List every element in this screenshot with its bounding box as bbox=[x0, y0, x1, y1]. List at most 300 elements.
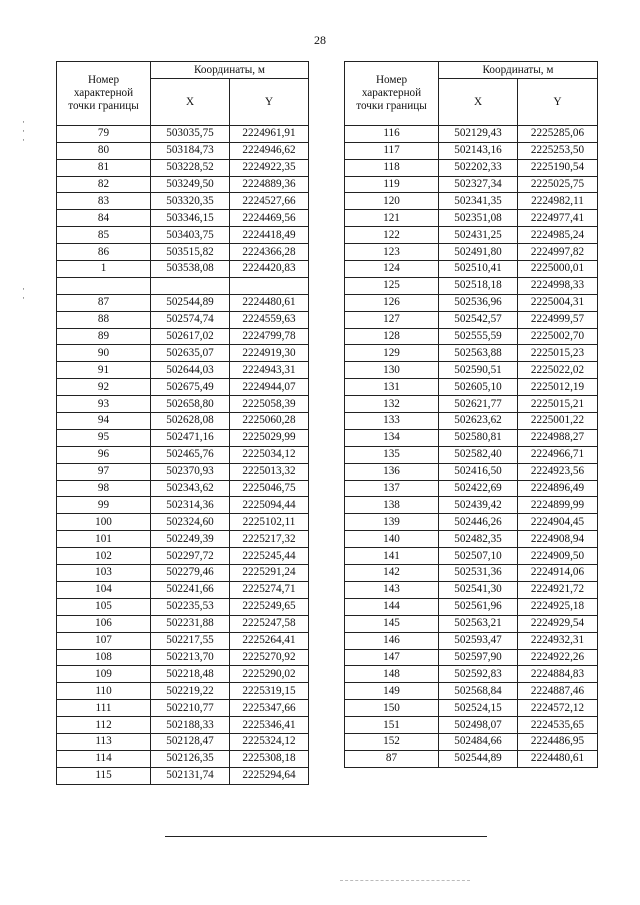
cell-x: 502563,21 bbox=[439, 615, 518, 632]
cell-point-number: 108 bbox=[57, 649, 151, 666]
cell-x: 502536,96 bbox=[439, 294, 518, 311]
cell-y: 2224997,82 bbox=[518, 244, 598, 261]
cell-point-number: 96 bbox=[57, 446, 151, 463]
cell-y: 2225290,02 bbox=[230, 666, 309, 683]
cell-point-number: 148 bbox=[345, 666, 439, 683]
cell-y: 2224366,28 bbox=[230, 244, 309, 261]
right-table-body bbox=[345, 125, 598, 767]
cell-x: 502597,90 bbox=[439, 649, 518, 666]
table-row bbox=[345, 176, 598, 193]
coordinates-table-left bbox=[56, 61, 309, 785]
cell-point-number: 95 bbox=[57, 429, 151, 446]
table-row bbox=[345, 277, 598, 294]
table-row bbox=[345, 649, 598, 666]
cell-x: 502249,39 bbox=[151, 531, 230, 548]
cell-y: 2224909,50 bbox=[518, 548, 598, 565]
cell-x: 502544,89 bbox=[439, 750, 518, 767]
cell-point-number: 92 bbox=[57, 379, 151, 396]
table-row bbox=[57, 615, 309, 632]
table-row bbox=[57, 159, 309, 176]
table-row bbox=[345, 598, 598, 615]
table-row bbox=[345, 548, 598, 565]
cell-y: 2224527,66 bbox=[230, 193, 309, 210]
table-row bbox=[345, 210, 598, 227]
cell-point-number: 151 bbox=[345, 717, 439, 734]
cell-x: 502582,40 bbox=[439, 446, 518, 463]
table-row bbox=[57, 277, 309, 294]
table-row bbox=[57, 581, 309, 598]
cell-y: 2225013,32 bbox=[230, 463, 309, 480]
cell-point-number: 87 bbox=[345, 750, 439, 767]
cell-x: 502510,41 bbox=[439, 261, 518, 278]
cell-point-number: 105 bbox=[57, 598, 151, 615]
table-row bbox=[345, 565, 598, 582]
table-row bbox=[345, 700, 598, 717]
cell-y: 2225247,58 bbox=[230, 615, 309, 632]
cell-point-number: 91 bbox=[57, 362, 151, 379]
cell-y: 2225034,12 bbox=[230, 446, 309, 463]
table-row bbox=[57, 244, 309, 261]
table-row bbox=[345, 717, 598, 734]
cell-y: 2225291,24 bbox=[230, 565, 309, 582]
table-row bbox=[345, 379, 598, 396]
cell-y: 2225217,32 bbox=[230, 531, 309, 548]
cell-point-number: 88 bbox=[57, 311, 151, 328]
cell-x: 502129,43 bbox=[439, 125, 518, 142]
cell-x: 502235,53 bbox=[151, 598, 230, 615]
table-row bbox=[345, 429, 598, 446]
cell-point-number: 121 bbox=[345, 210, 439, 227]
cell-point-number: 119 bbox=[345, 176, 439, 193]
cell-point-number: 134 bbox=[345, 429, 439, 446]
cell-y: 2225094,44 bbox=[230, 497, 309, 514]
cell-y: 2225249,65 bbox=[230, 598, 309, 615]
cell-x: 502542,57 bbox=[439, 311, 518, 328]
table-row bbox=[57, 125, 309, 142]
cell-point-number: 113 bbox=[57, 733, 151, 750]
cell-x: 502593,47 bbox=[439, 632, 518, 649]
table-row bbox=[345, 632, 598, 649]
cell-point-number: 130 bbox=[345, 362, 439, 379]
table-row bbox=[345, 328, 598, 345]
cell-point-number: 93 bbox=[57, 396, 151, 413]
cell-x: 502341,35 bbox=[439, 193, 518, 210]
cell-y: 2224420,83 bbox=[230, 261, 309, 278]
cell-point-number: 89 bbox=[57, 328, 151, 345]
cell-y: 2225015,23 bbox=[518, 345, 598, 362]
cell-x: 502628,08 bbox=[151, 413, 230, 430]
cell-y: 2224572,12 bbox=[518, 700, 598, 717]
table-row bbox=[57, 311, 309, 328]
cell-point-number: 106 bbox=[57, 615, 151, 632]
cell-point-number: 143 bbox=[345, 581, 439, 598]
cell-x bbox=[151, 277, 230, 294]
cell-y: 2225002,70 bbox=[518, 328, 598, 345]
header-point-number: Номер характерной точки границы bbox=[345, 62, 439, 126]
cell-x: 502568,84 bbox=[439, 683, 518, 700]
cell-y: 2224943,31 bbox=[230, 362, 309, 379]
table-row bbox=[345, 666, 598, 683]
table-row bbox=[57, 193, 309, 210]
cell-point-number: 152 bbox=[345, 733, 439, 750]
cell-point-number: 81 bbox=[57, 159, 151, 176]
cell-x: 503515,82 bbox=[151, 244, 230, 261]
cell-point-number: 116 bbox=[345, 125, 439, 142]
table-row bbox=[57, 210, 309, 227]
cell-x: 502524,15 bbox=[439, 700, 518, 717]
cell-y: 2225253,50 bbox=[518, 142, 598, 159]
cell-y: 2224998,33 bbox=[518, 277, 598, 294]
cell-x: 502297,72 bbox=[151, 548, 230, 565]
table-row bbox=[57, 649, 309, 666]
cell-point-number: 150 bbox=[345, 700, 439, 717]
cell-point-number: 114 bbox=[57, 750, 151, 767]
cell-x: 502658,80 bbox=[151, 396, 230, 413]
cell-point-number: 128 bbox=[345, 328, 439, 345]
cell-point-number: 149 bbox=[345, 683, 439, 700]
cell-point-number: 144 bbox=[345, 598, 439, 615]
table-row bbox=[345, 227, 598, 244]
cell-point-number: 86 bbox=[57, 244, 151, 261]
cell-point-number: 139 bbox=[345, 514, 439, 531]
cell-x: 502431,25 bbox=[439, 227, 518, 244]
margin-scan-mark: · · bbox=[22, 284, 25, 303]
table-row bbox=[57, 294, 309, 311]
cell-x: 503249,50 bbox=[151, 176, 230, 193]
cell-y: 2224922,26 bbox=[518, 649, 598, 666]
cell-y: 2224966,71 bbox=[518, 446, 598, 463]
cell-x: 502314,36 bbox=[151, 497, 230, 514]
table-row bbox=[57, 717, 309, 734]
cell-x: 502210,77 bbox=[151, 700, 230, 717]
table-row bbox=[345, 683, 598, 700]
cell-y: 2225060,28 bbox=[230, 413, 309, 430]
cell-point-number: 80 bbox=[57, 142, 151, 159]
cell-y: 2224480,61 bbox=[518, 750, 598, 767]
cell-point-number: 110 bbox=[57, 683, 151, 700]
cell-y: 2224908,94 bbox=[518, 531, 598, 548]
table-row bbox=[57, 413, 309, 430]
cell-x: 503184,73 bbox=[151, 142, 230, 159]
cell-y: 2224914,06 bbox=[518, 565, 598, 582]
header-x: X bbox=[439, 78, 518, 125]
table-row bbox=[345, 480, 598, 497]
cell-x: 502131,74 bbox=[151, 767, 230, 784]
cell-y: 2224904,45 bbox=[518, 514, 598, 531]
cell-point-number: 111 bbox=[57, 700, 151, 717]
cell-x: 502491,80 bbox=[439, 244, 518, 261]
cell-point-number: 123 bbox=[345, 244, 439, 261]
cell-point-number: 147 bbox=[345, 649, 439, 666]
table-row bbox=[345, 446, 598, 463]
cell-point-number: 109 bbox=[57, 666, 151, 683]
cell-y: 2224946,62 bbox=[230, 142, 309, 159]
table-row bbox=[345, 159, 598, 176]
cell-y: 2225264,41 bbox=[230, 632, 309, 649]
cell-y: 2224896,49 bbox=[518, 480, 598, 497]
table-row bbox=[345, 294, 598, 311]
cell-x: 502126,35 bbox=[151, 750, 230, 767]
cell-y: 2224887,46 bbox=[518, 683, 598, 700]
cell-point-number bbox=[57, 277, 151, 294]
cell-y: 2225347,66 bbox=[230, 700, 309, 717]
cell-x: 502507,10 bbox=[439, 548, 518, 565]
cell-x: 502218,48 bbox=[151, 666, 230, 683]
cell-point-number: 104 bbox=[57, 581, 151, 598]
cell-y: 2224922,35 bbox=[230, 159, 309, 176]
cell-y: 2225190,54 bbox=[518, 159, 598, 176]
table-row bbox=[57, 396, 309, 413]
table-row bbox=[345, 396, 598, 413]
cell-y: 2224884,83 bbox=[518, 666, 598, 683]
table-row bbox=[57, 345, 309, 362]
cell-y: 2225270,92 bbox=[230, 649, 309, 666]
cell-y: 2225324,12 bbox=[230, 733, 309, 750]
cell-point-number: 138 bbox=[345, 497, 439, 514]
table-row bbox=[57, 733, 309, 750]
cell-x: 502370,93 bbox=[151, 463, 230, 480]
cell-point-number: 127 bbox=[345, 311, 439, 328]
table-row bbox=[345, 615, 598, 632]
cell-point-number: 146 bbox=[345, 632, 439, 649]
table-row bbox=[345, 497, 598, 514]
cell-point-number: 102 bbox=[57, 548, 151, 565]
table-row bbox=[57, 666, 309, 683]
cell-x: 502471,16 bbox=[151, 429, 230, 446]
table-row bbox=[345, 193, 598, 210]
cell-x: 502482,35 bbox=[439, 531, 518, 548]
table-row bbox=[345, 125, 598, 142]
cell-x: 502621,77 bbox=[439, 396, 518, 413]
table-row bbox=[57, 328, 309, 345]
cell-point-number: 97 bbox=[57, 463, 151, 480]
cell-point-number: 85 bbox=[57, 227, 151, 244]
table-row bbox=[345, 514, 598, 531]
cell-x: 502644,03 bbox=[151, 362, 230, 379]
cell-y: 2225294,64 bbox=[230, 767, 309, 784]
header-coordinates: Координаты, м bbox=[151, 62, 309, 79]
cell-point-number: 84 bbox=[57, 210, 151, 227]
cell-x: 503403,75 bbox=[151, 227, 230, 244]
cell-x: 502439,42 bbox=[439, 497, 518, 514]
cell-x: 503346,15 bbox=[151, 210, 230, 227]
margin-scan-mark: · · · bbox=[22, 117, 25, 145]
table-row bbox=[57, 227, 309, 244]
cell-y: 2224919,30 bbox=[230, 345, 309, 362]
cell-x: 502128,47 bbox=[151, 733, 230, 750]
cell-x: 502617,02 bbox=[151, 328, 230, 345]
cell-y: 2225012,19 bbox=[518, 379, 598, 396]
table-row bbox=[57, 548, 309, 565]
cell-x: 502574,74 bbox=[151, 311, 230, 328]
cell-y: 2225046,75 bbox=[230, 480, 309, 497]
cell-x: 502605,10 bbox=[439, 379, 518, 396]
cell-x: 503320,35 bbox=[151, 193, 230, 210]
table-row bbox=[345, 142, 598, 159]
cell-x: 502446,26 bbox=[439, 514, 518, 531]
cell-y: 2225285,06 bbox=[518, 125, 598, 142]
cell-x: 502213,70 bbox=[151, 649, 230, 666]
header-y: Y bbox=[230, 78, 309, 125]
cell-y: 2225308,18 bbox=[230, 750, 309, 767]
cell-point-number: 82 bbox=[57, 176, 151, 193]
cell-y: 2224799,78 bbox=[230, 328, 309, 345]
cell-y: 2224469,56 bbox=[230, 210, 309, 227]
cell-point-number: 87 bbox=[57, 294, 151, 311]
cell-y: 2224944,07 bbox=[230, 379, 309, 396]
cell-x: 502675,49 bbox=[151, 379, 230, 396]
cell-x: 502590,51 bbox=[439, 362, 518, 379]
cell-y: 2225102,11 bbox=[230, 514, 309, 531]
cell-x: 503538,08 bbox=[151, 261, 230, 278]
cell-point-number: 103 bbox=[57, 565, 151, 582]
table-row bbox=[345, 531, 598, 548]
cell-point-number: 117 bbox=[345, 142, 439, 159]
cell-y: 2224559,63 bbox=[230, 311, 309, 328]
table-row bbox=[57, 598, 309, 615]
cell-point-number: 125 bbox=[345, 277, 439, 294]
table-row bbox=[345, 581, 598, 598]
cell-x: 502555,59 bbox=[439, 328, 518, 345]
cell-x: 502416,50 bbox=[439, 463, 518, 480]
cell-point-number: 99 bbox=[57, 497, 151, 514]
cell-x: 502465,76 bbox=[151, 446, 230, 463]
cell-x: 502623,62 bbox=[439, 413, 518, 430]
table-row bbox=[345, 750, 598, 767]
cell-x: 503228,52 bbox=[151, 159, 230, 176]
cell-y: 2225001,22 bbox=[518, 413, 598, 430]
cell-x: 502241,66 bbox=[151, 581, 230, 598]
header-y: Y bbox=[518, 78, 598, 125]
cell-x: 502561,96 bbox=[439, 598, 518, 615]
cell-y bbox=[230, 277, 309, 294]
cell-x: 502327,34 bbox=[439, 176, 518, 193]
cell-point-number: 115 bbox=[57, 767, 151, 784]
cell-point-number: 112 bbox=[57, 717, 151, 734]
cell-x: 502422,69 bbox=[439, 480, 518, 497]
cell-point-number: 120 bbox=[345, 193, 439, 210]
table-row bbox=[57, 531, 309, 548]
cell-y: 2225000,01 bbox=[518, 261, 598, 278]
cell-point-number: 137 bbox=[345, 480, 439, 497]
cell-x: 502202,33 bbox=[439, 159, 518, 176]
cell-x: 502544,89 bbox=[151, 294, 230, 311]
cell-point-number: 122 bbox=[345, 227, 439, 244]
cell-point-number: 132 bbox=[345, 396, 439, 413]
footer-divider bbox=[340, 880, 470, 881]
cell-point-number: 94 bbox=[57, 413, 151, 430]
cell-y: 2224961,91 bbox=[230, 125, 309, 142]
cell-point-number: 145 bbox=[345, 615, 439, 632]
cell-x: 502518,18 bbox=[439, 277, 518, 294]
cell-point-number: 90 bbox=[57, 345, 151, 362]
coordinates-table-right bbox=[344, 61, 598, 768]
cell-point-number: 124 bbox=[345, 261, 439, 278]
table-row bbox=[57, 683, 309, 700]
cell-x: 502343,62 bbox=[151, 480, 230, 497]
cell-point-number: 100 bbox=[57, 514, 151, 531]
cell-y: 2224923,56 bbox=[518, 463, 598, 480]
table-row bbox=[345, 733, 598, 750]
table-row bbox=[57, 176, 309, 193]
header-x: X bbox=[151, 78, 230, 125]
cell-y: 2224899,99 bbox=[518, 497, 598, 514]
cell-y: 2225004,31 bbox=[518, 294, 598, 311]
table-row bbox=[57, 379, 309, 396]
cell-x: 502563,88 bbox=[439, 345, 518, 362]
cell-y: 2224921,72 bbox=[518, 581, 598, 598]
cell-y: 2225025,75 bbox=[518, 176, 598, 193]
cell-x: 502498,07 bbox=[439, 717, 518, 734]
cell-point-number: 133 bbox=[345, 413, 439, 430]
cell-y: 2224999,57 bbox=[518, 311, 598, 328]
table-row bbox=[345, 345, 598, 362]
cell-point-number: 129 bbox=[345, 345, 439, 362]
table-row bbox=[57, 362, 309, 379]
cell-y: 2225015,21 bbox=[518, 396, 598, 413]
cell-x: 502188,33 bbox=[151, 717, 230, 734]
table-row bbox=[345, 463, 598, 480]
table-row bbox=[57, 429, 309, 446]
cell-x: 502541,30 bbox=[439, 581, 518, 598]
cell-x: 503035,75 bbox=[151, 125, 230, 142]
cell-x: 502217,55 bbox=[151, 632, 230, 649]
table-row bbox=[345, 413, 598, 430]
table-row bbox=[57, 700, 309, 717]
cell-point-number: 79 bbox=[57, 125, 151, 142]
cell-y: 2225245,44 bbox=[230, 548, 309, 565]
table-row bbox=[57, 632, 309, 649]
cell-x: 502592,83 bbox=[439, 666, 518, 683]
cell-point-number: 135 bbox=[345, 446, 439, 463]
cell-y: 2224535,65 bbox=[518, 717, 598, 734]
table-row bbox=[57, 463, 309, 480]
table-row bbox=[57, 446, 309, 463]
cell-x: 502219,22 bbox=[151, 683, 230, 700]
cell-point-number: 136 bbox=[345, 463, 439, 480]
page-number: 28 bbox=[314, 33, 326, 47]
cell-y: 2224982,11 bbox=[518, 193, 598, 210]
cell-point-number: 140 bbox=[345, 531, 439, 548]
cell-y: 2224985,24 bbox=[518, 227, 598, 244]
cell-y: 2224486,95 bbox=[518, 733, 598, 750]
header-coordinates: Координаты, м bbox=[439, 62, 598, 79]
cell-x: 502531,36 bbox=[439, 565, 518, 582]
table-row bbox=[345, 244, 598, 261]
cell-y: 2224977,41 bbox=[518, 210, 598, 227]
table-row bbox=[57, 497, 309, 514]
cell-x: 502635,07 bbox=[151, 345, 230, 362]
cell-y: 2224929,54 bbox=[518, 615, 598, 632]
cell-point-number: 101 bbox=[57, 531, 151, 548]
cell-x: 502351,08 bbox=[439, 210, 518, 227]
table-row bbox=[345, 311, 598, 328]
cell-x: 502231,88 bbox=[151, 615, 230, 632]
cell-x: 502324,60 bbox=[151, 514, 230, 531]
cell-x: 502484,66 bbox=[439, 733, 518, 750]
table-row bbox=[57, 514, 309, 531]
table-row bbox=[57, 565, 309, 582]
table-row bbox=[57, 142, 309, 159]
cell-x: 502279,46 bbox=[151, 565, 230, 582]
cell-x: 502580,81 bbox=[439, 429, 518, 446]
cell-y: 2225058,39 bbox=[230, 396, 309, 413]
table-row bbox=[345, 261, 598, 278]
cell-y: 2224925,18 bbox=[518, 598, 598, 615]
signature-line bbox=[165, 836, 487, 837]
header-point-number: Номер характерной точки границы bbox=[57, 62, 151, 126]
cell-y: 2225029,99 bbox=[230, 429, 309, 446]
